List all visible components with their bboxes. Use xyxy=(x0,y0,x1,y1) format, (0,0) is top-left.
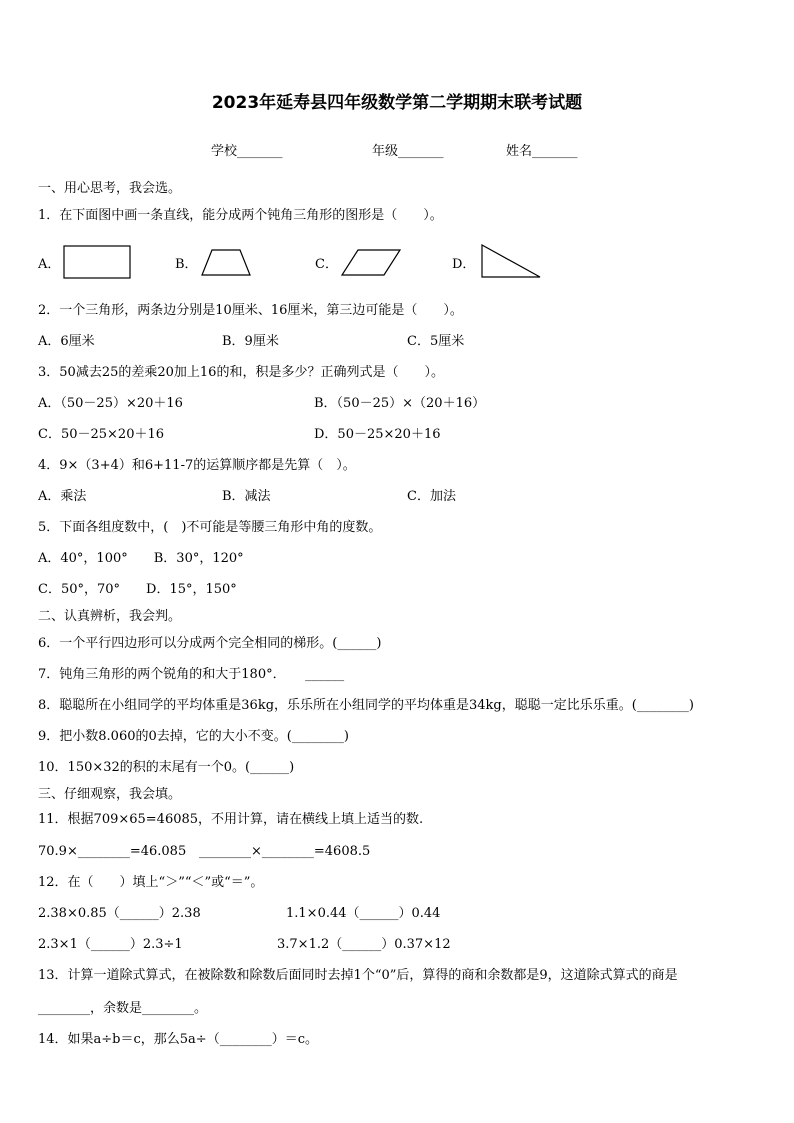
section-3-heading: 三、仔细观察，我会填。 xyxy=(38,787,182,802)
question-13-line-1: 13．计算一道除式算式，在被除数和除数后面同时去掉1个“0”后，算得的商和余数都是9，这道除式算式的商是 xyxy=(38,968,678,983)
question-8: 8．聪聪所在小组同学的平均体重是36kg，乐乐所在小组同学的平均体重是34kg，聪聪一定比乐乐重。(________) xyxy=(38,698,694,713)
right-triangle-figure xyxy=(479,242,543,280)
q12-compare-b: 1.1×0.44（______）0.44 xyxy=(286,906,441,921)
question-13-line-2: ________，余数是________。 xyxy=(38,1001,208,1016)
question-6: 6．一个平行四边形可以分成两个完全相同的梯形。(______) xyxy=(38,636,382,651)
q12-compare-d: 3.7×1.2（______）0.37×12 xyxy=(277,937,451,952)
page-title: 2023年延寿县四年级数学第二学期期末联考试题 xyxy=(211,93,583,113)
q11-blank-a: 70.9×________=46.085 xyxy=(38,844,187,859)
trapezoid-figure xyxy=(200,248,252,278)
question-9: 9．把小数8.060的0去掉，它的大小不变。(________) xyxy=(38,729,349,744)
q2-option-b: B．9厘米 xyxy=(222,334,279,349)
q1-option-c-label: C． xyxy=(315,257,338,272)
q4-option-b: B．减法 xyxy=(222,489,271,504)
q1-option-a-label: A． xyxy=(38,257,61,272)
question-1-stem: 1．在下面图中画一条直线，能分成两个钝角三角形的图形是（ ）。 xyxy=(38,208,443,223)
q1-option-b-label: B． xyxy=(175,257,198,272)
q2-option-c: C．5厘米 xyxy=(407,334,465,349)
q3-option-b: B．（50－25）×（20＋16） xyxy=(314,396,486,411)
q3-option-c: C．50－25×20＋16 xyxy=(38,427,165,442)
q4-option-c: C．加法 xyxy=(407,489,456,504)
section-2-heading: 二、认真辨析，我会判。 xyxy=(38,609,182,624)
q5-options-ab: A．40°，100° B．30°，120° xyxy=(38,551,244,566)
q1-option-d-label: D． xyxy=(452,257,476,272)
question-2-stem: 2．一个三角形，两条边分别是10厘米、16厘米，第三边可能是（ ）。 xyxy=(38,303,463,318)
q3-option-a: A．（50－25）×20＋16 xyxy=(38,396,183,411)
q12-compare-c: 2.3×1（______）2.3÷1 xyxy=(38,937,183,952)
parallelogram-figure xyxy=(340,248,402,278)
name-field: 姓名_______ xyxy=(506,144,578,159)
q4-option-a: A．乘法 xyxy=(38,489,87,504)
grade-field: 年级_______ xyxy=(372,144,444,159)
q3-option-d: D．50－25×20＋16 xyxy=(314,427,441,442)
q12-compare-a: 2.38×0.85（______）2.38 xyxy=(38,906,201,921)
school-field: 学校_______ xyxy=(211,144,283,159)
question-3-stem: 3．50减去25的差乘20加上16的和，积是多少？正确列式是（ ）。 xyxy=(38,365,444,380)
q11-blank-b: ________×________=4608.5 xyxy=(199,844,371,859)
q2-option-a: A．6厘米 xyxy=(38,334,95,349)
rectangle-figure xyxy=(62,244,132,280)
question-10: 10．150×32的积的末尾有一个0。(______) xyxy=(38,760,295,775)
q5-options-cd: C．50°，70° D．15°，150° xyxy=(38,582,237,597)
section-1-heading: 一、用心思考，我会选。 xyxy=(38,181,182,196)
question-7: 7．钝角三角形的两个锐角的和大于180°． ______ xyxy=(38,667,345,682)
question-12-stem: 12．在（ ）填上“＞”“＜”或“＝”。 xyxy=(38,875,264,890)
question-11-stem: 11．根据709×65=46085，不用计算，请在横线上填上适当的数. xyxy=(38,812,424,827)
question-14: 14．如果a÷b＝c，那么5a÷（________）＝c。 xyxy=(38,1032,318,1047)
question-5-stem: 5．下面各组度数中，( )不可能是等腰三角形中角的度数。 xyxy=(38,520,382,535)
question-4-stem: 4．9×（3+4）和6+11-7的运算顺序都是先算（ ）。 xyxy=(38,458,356,473)
